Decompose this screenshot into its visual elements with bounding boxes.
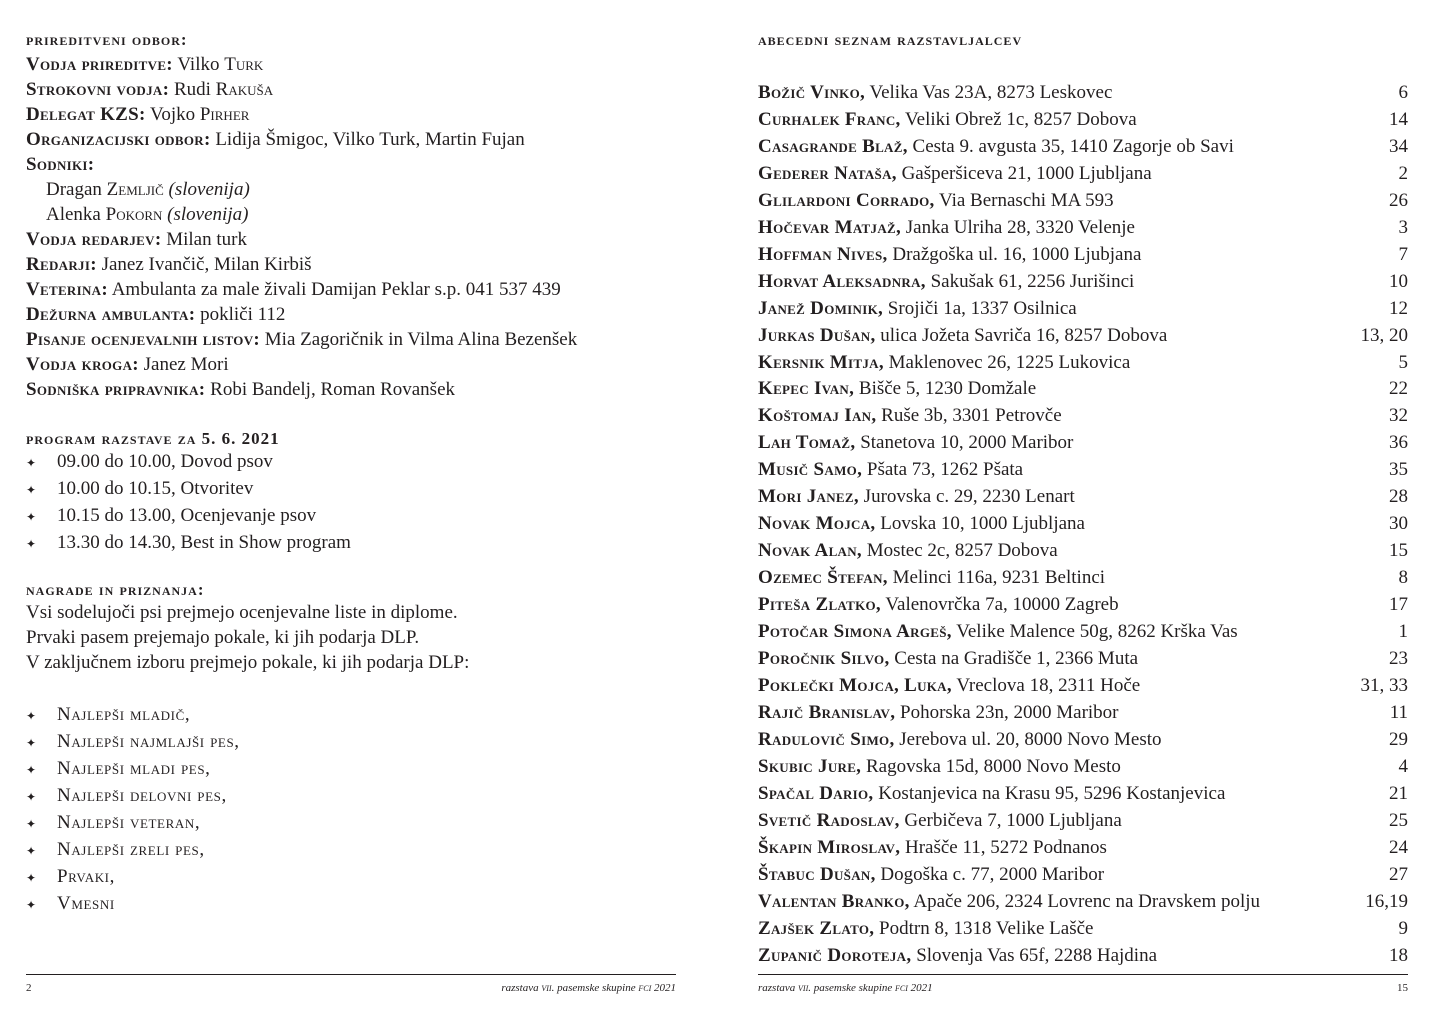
running-title-part: fci — [895, 982, 908, 994]
exhibitor-entry — [758, 215, 1135, 242]
exhibitor-name: Ozemec Štefan, — [758, 567, 888, 589]
exhibitor-entry — [758, 943, 1157, 970]
exhibitor-name: Radulovič Simo, — [758, 728, 895, 750]
exhibitor-name: Novak Mojca, — [758, 513, 876, 535]
page-footer — [26, 981, 676, 995]
org-row — [26, 277, 577, 302]
exhibitor-name: Hočevar Matjaž, — [758, 216, 902, 238]
org-value: Janez Ivančič, Milan Kirbiš — [96, 254, 312, 275]
exhibitor-row — [758, 107, 1408, 134]
org-label: Dežurna ambulanta: — [26, 304, 196, 325]
catalog-number: 17 — [1389, 594, 1408, 616]
footer-divider — [758, 974, 1408, 975]
exhibitor-row — [758, 215, 1408, 242]
program-item — [26, 530, 351, 557]
exhibitor-address: Stanetova 10, 2000 Maribor — [855, 432, 1074, 454]
exhibitor-name: Lah Tomaž, — [758, 432, 856, 454]
diamond-bullet-icon: ✦ — [26, 844, 37, 858]
exhibitor-row — [758, 538, 1408, 565]
catalog-number: 30 — [1389, 513, 1408, 535]
exhibitor-row — [758, 403, 1408, 430]
org-label: Strokovni vodja: — [26, 79, 170, 100]
awards-heading: nagrade in priznanja: — [26, 580, 205, 599]
running-title-part: 2021 — [907, 982, 933, 994]
exhibitor-entry — [758, 565, 1105, 592]
program-item — [26, 503, 351, 530]
org-row — [26, 377, 577, 402]
exhibitor-name: Poročnik Silvo, — [758, 648, 890, 670]
awards-section — [26, 580, 469, 675]
catalog-number: 4 — [1398, 755, 1408, 777]
running-title — [758, 981, 933, 995]
exhibitor-row — [758, 727, 1408, 754]
exhibitor-address: Ragovska 15d, 8000 Novo Mesto — [861, 755, 1121, 777]
exhibitor-entry — [758, 134, 1234, 161]
judge-row — [26, 177, 577, 202]
exhibitor-address: Valenovrčka 7a, 10000 Zagreb — [881, 594, 1119, 616]
exhibitor-address: Gerbičeva 7, 1000 Ljubljana — [899, 809, 1122, 831]
org-row — [26, 302, 577, 327]
diamond-bullet-icon: ✦ — [26, 510, 37, 524]
program-item-text: 09.00 do 10.00, Dovod psov — [57, 451, 273, 472]
judge-last-name: Zemljič — [106, 179, 164, 200]
exhibitor-row — [758, 134, 1408, 161]
org-label: Pisanje ocenjevalnih listov: — [26, 329, 261, 350]
show-program — [26, 429, 351, 557]
diamond-bullet-icon: ✦ — [26, 763, 37, 777]
exhibitor-entry — [758, 619, 1238, 646]
exhibitor-address: Mostec 2c, 8257 Dobova — [861, 540, 1058, 562]
catalog-number: 32 — [1389, 405, 1408, 427]
running-title-part: razstava — [758, 982, 799, 994]
footer-divider — [26, 974, 676, 975]
exhibitor-row — [758, 323, 1408, 350]
org-row — [26, 52, 577, 77]
org-value: Vilko — [172, 54, 225, 75]
diamond-bullet-icon: ✦ — [26, 537, 37, 551]
program-item — [26, 476, 351, 503]
award-item-text: Prvaki, — [57, 866, 115, 887]
catalog-number: 1 — [1398, 621, 1408, 643]
exhibitor-row — [758, 457, 1408, 484]
running-title-part: 2021 — [651, 982, 676, 994]
running-title-part: razstava — [501, 982, 542, 994]
award-item — [26, 783, 240, 810]
exhibitor-address: Lovska 10, 1000 Ljubljana — [875, 513, 1085, 535]
award-item — [26, 864, 240, 891]
exhibitor-name: Piteša Zlatko, — [758, 594, 881, 616]
exhibitor-entry — [758, 430, 1073, 457]
exhibitor-address: Pšata 73, 1262 Pšata — [862, 459, 1024, 481]
right-page — [758, 0, 1408, 1009]
exhibitor-entry — [758, 376, 1036, 403]
exhibitor-address: Slovenja Vas 65f, 2288 Hajdina — [911, 944, 1157, 966]
judge-row — [26, 202, 577, 227]
exhibitor-entry — [758, 80, 1112, 107]
page-number: 15 — [1397, 982, 1408, 994]
exhibitor-address: Melinci 116a, 9231 Beltinci — [887, 567, 1106, 589]
exhibitor-address: Kostanjevica na Krasu 95, 5296 Kostanjevica — [873, 782, 1226, 804]
org-label: Vodja redarjev: — [26, 229, 162, 250]
org-row — [26, 227, 577, 252]
running-title-part: vii. — [541, 982, 555, 994]
exhibitor-name: Spačal Dario, — [758, 782, 874, 804]
org-row — [26, 127, 577, 152]
exhibitor-address: Dogoška c. 77, 2000 Maribor — [875, 863, 1105, 885]
exhibitor-address: Velike Malence 50g, 8262 Krška Vas — [951, 621, 1238, 643]
org-value: Mia Zagoričnik in Vilma Alina Bezenšek — [260, 329, 578, 350]
catalog-number: 22 — [1389, 378, 1408, 400]
exhibitor-name: Curhalek Franc, — [758, 108, 901, 130]
exhibitor-entry — [758, 484, 1075, 511]
exhibitor-row — [758, 700, 1408, 727]
award-item-text: Najlepši najmlajši pes, — [57, 731, 240, 752]
org-label: Vodja prireditve: — [26, 54, 173, 75]
exhibitor-row — [758, 619, 1408, 646]
exhibitor-name: Zupanič Doroteja, — [758, 944, 912, 966]
exhibitor-address: Gašperšiceva 21, 1000 Ljubljana — [896, 162, 1152, 184]
org-row — [26, 327, 577, 352]
catalog-number: 9 — [1398, 917, 1408, 939]
exhibitor-row — [758, 673, 1408, 700]
exhibitor-row — [758, 242, 1408, 269]
exhibitor-entry — [758, 889, 1260, 916]
exhibitor-row — [758, 511, 1408, 538]
catalog-number: 12 — [1389, 297, 1408, 319]
org-label: Sodniška pripravnika: — [26, 379, 206, 400]
award-item — [26, 891, 240, 918]
exhibitor-name: Valentan Branko, — [758, 890, 910, 912]
exhibitor-address: Dražgoška ul. 16, 1000 Ljubjana — [887, 243, 1142, 265]
org-label: Vodja kroga: — [26, 354, 139, 375]
exhibitor-row — [758, 484, 1408, 511]
catalog-number: 36 — [1389, 432, 1408, 454]
program-item-text: 13.30 do 14.30, Best in Show program — [57, 532, 351, 553]
org-row — [26, 102, 577, 127]
org-label: Sodniki: — [26, 154, 95, 175]
exhibitor-name: Poklečki Mojca, Luka, — [758, 674, 952, 696]
exhibitor-name: Štabuc Dušan, — [758, 863, 876, 885]
exhibitor-entry — [758, 350, 1130, 377]
exhibitor-entry — [758, 242, 1141, 269]
diamond-bullet-icon: ✦ — [26, 871, 37, 885]
catalog-number: 3 — [1398, 216, 1408, 238]
org-label: Redarji: — [26, 254, 97, 275]
exhibitor-name: Horvat Aleksadnra, — [758, 270, 926, 292]
catalog-number: 25 — [1389, 809, 1408, 831]
exhibitor-row — [758, 646, 1408, 673]
exhibitor-name: Casagrande Blaž, — [758, 135, 908, 157]
catalog-number: 28 — [1389, 486, 1408, 508]
catalog-number: 34 — [1389, 135, 1408, 157]
org-value: Lidija Šmigoc, Vilko Turk, Martin Fujan — [210, 129, 525, 150]
exhibitor-entry — [758, 269, 1134, 296]
exhibitor-address: Srojiči 1a, 1337 Osilnica — [883, 297, 1077, 319]
exhibitor-name: Zajšek Zlato, — [758, 917, 875, 939]
exhibitor-address: Cesta na Gradišče 1, 2366 Muta — [889, 648, 1139, 670]
page-number: 2 — [26, 982, 32, 994]
exhibitor-row — [758, 350, 1408, 377]
exhibitor-address: Via Bernaschi MA 593 — [934, 189, 1114, 211]
diamond-bullet-icon: ✦ — [26, 736, 37, 750]
exhibitor-name: Potočar Simona Argeš, — [758, 621, 952, 643]
exhibitor-entry — [758, 835, 1107, 862]
award-item-text: Najlepši zreli pes, — [57, 839, 205, 860]
exhibitor-entry — [758, 188, 1114, 215]
running-title-part: pasemske skupine — [554, 982, 639, 994]
catalog-number: 15 — [1389, 540, 1408, 562]
exhibitor-address: Maklenovec 26, 1225 Lukovica — [883, 351, 1131, 373]
exhibitor-address: Sakušak 61, 2256 Jurišinci — [925, 270, 1135, 292]
org-value-surname: Turk — [224, 54, 264, 75]
org-row — [26, 152, 577, 177]
catalog-number: 35 — [1389, 459, 1408, 481]
exhibitor-entry — [758, 538, 1058, 565]
award-item — [26, 702, 240, 729]
award-item-text: Najlepši veteran, — [57, 812, 201, 833]
exhibitor-row — [758, 565, 1408, 592]
program-item-text: 10.15 do 13.00, Ocenjevanje psov — [57, 505, 317, 526]
exhibitor-entry — [758, 862, 1104, 889]
diamond-bullet-icon: ✦ — [26, 790, 37, 804]
diamond-bullet-icon: ✦ — [26, 898, 37, 912]
exhibitor-row — [758, 592, 1408, 619]
left-page — [26, 0, 676, 1009]
catalog-number: 24 — [1389, 836, 1408, 858]
catalog-number: 8 — [1398, 567, 1408, 589]
exhibitor-name: Kepec Ivan, — [758, 378, 855, 400]
catalog-number: 6 — [1398, 82, 1408, 103]
exhibitor-entry — [758, 107, 1137, 134]
org-value: Janez Mori — [138, 354, 229, 375]
award-item — [26, 729, 240, 756]
exhibitor-entry — [758, 161, 1152, 188]
exhibitor-entry — [758, 673, 1140, 700]
exhibitor-entry — [758, 781, 1225, 808]
award-item-text: Vmesni — [57, 893, 115, 914]
award-item-text: Najlepši delovni pes, — [57, 785, 227, 806]
awards-list — [26, 702, 240, 918]
org-row — [26, 252, 577, 277]
catalog-number: 2 — [1398, 162, 1408, 184]
judge-last-name: Pokorn — [105, 204, 163, 225]
exhibitor-entry — [758, 808, 1122, 835]
exhibitor-entry — [758, 916, 1093, 943]
catalog-number: 18 — [1389, 944, 1408, 966]
catalog-number: 11 — [1389, 701, 1408, 723]
org-value: Vojko — [145, 104, 200, 125]
exhibitor-name: Kersnik Mitja, — [758, 351, 884, 373]
exhibitor-name: Božič Vinko, — [758, 82, 866, 103]
org-value: Milan turk — [161, 229, 247, 250]
exhibitor-entry — [758, 700, 1119, 727]
catalog-number: 5 — [1398, 351, 1408, 373]
org-value: Robi Bandelj, Roman Rovanšek — [205, 379, 456, 400]
exhibitor-row — [758, 269, 1408, 296]
program-item — [26, 449, 351, 476]
running-title-part: fci — [638, 982, 652, 994]
exhibitor-name: Mori Janez, — [758, 486, 859, 508]
exhibitor-address: Vreclova 18, 2311 Hoče — [951, 674, 1141, 696]
diamond-bullet-icon: ✦ — [26, 456, 37, 470]
exhibitor-name: Musič Samo, — [758, 459, 863, 481]
catalog-number: 13, 20 — [1360, 324, 1408, 346]
org-value: Ambulanta za male živali Damijan Peklar s.p. 041 537 439 — [108, 279, 561, 300]
catalog-number: 16,19 — [1365, 890, 1408, 912]
exhibitor-name: Glilardoni Corrado, — [758, 189, 935, 211]
exhibitor-address: Velika Vas 23A, 8273 Leskovec — [865, 82, 1113, 103]
exhibitor-row — [758, 781, 1408, 808]
catalog-number: 14 — [1389, 108, 1408, 130]
running-title-part: vii. — [798, 982, 811, 994]
award-item — [26, 810, 240, 837]
exhibitor-entry — [758, 457, 1023, 484]
exhibitor-entry — [758, 727, 1162, 754]
catalog-number: 21 — [1389, 782, 1408, 804]
catalog-number: 10 — [1389, 270, 1408, 292]
exhibitor-name: Škapin Miroslav, — [758, 836, 901, 858]
org-label: Organizacijski odbor: — [26, 129, 211, 150]
exhibitor-address: Apače 206, 2324 Lovrenc na Dravskem polju — [909, 890, 1261, 912]
awards-paragraph: Prvaki pasem prejemajo pokale, ki jih podarja DLP. — [26, 627, 420, 648]
exhibitor-name: Svetič Radoslav, — [758, 809, 900, 831]
exhibitor-name: Jurkas Dušan, — [758, 324, 876, 346]
exhibitor-name: Rajič Branislav, — [758, 701, 896, 723]
diamond-bullet-icon: ✦ — [26, 817, 37, 831]
exhibitor-name: Koštomaj Ian, — [758, 405, 877, 427]
award-item-text: Najlepši mladič, — [57, 704, 191, 725]
awards-paragraph: V zaključnem izboru prejmejo pokale, ki jih podarja DLP: — [26, 652, 470, 673]
award-item — [26, 837, 240, 864]
organizing-committee — [26, 30, 577, 402]
exhibitor-name: Hoffman Nives, — [758, 243, 888, 265]
awards-paragraph: Vsi sodelujoči psi prejmejo ocenjevalne liste in diplome. — [26, 602, 458, 623]
exhibitor-address: Cesta 9. avgusta 35, 1410 Zagorje ob Savi — [907, 135, 1234, 157]
org-value: pokliči 112 — [195, 304, 286, 325]
judge-first-name: Dragan — [46, 179, 107, 200]
exhibitor-row — [758, 889, 1408, 916]
org-value-surname: Rakuša — [215, 79, 274, 100]
org-label: Veterina: — [26, 279, 108, 300]
exhibitor-row — [758, 376, 1408, 403]
judge-country: (slovenija) — [167, 204, 249, 225]
exhibitor-row — [758, 862, 1408, 889]
exhibitor-address: Ruše 3b, 3301 Petrovče — [876, 405, 1062, 427]
org-value: Rudi — [169, 79, 216, 100]
exhibitor-address: Bišče 5, 1230 Domžale — [854, 378, 1037, 400]
exhibitors-list — [758, 80, 1408, 969]
exhibitor-address: ulica Jožeta Savriča 16, 8257 Dobova — [875, 324, 1168, 346]
diamond-bullet-icon: ✦ — [26, 709, 37, 723]
catalog-number: 7 — [1398, 243, 1408, 265]
exhibitor-row — [758, 188, 1408, 215]
org-value-surname: Pirher — [199, 104, 250, 125]
award-item — [26, 756, 240, 783]
exhibitors-heading: abecedni seznam razstavljalcev — [758, 30, 1023, 49]
org-label: Delegat KZS: — [26, 104, 146, 125]
exhibitor-entry — [758, 511, 1085, 538]
program-item-text: 10.00 do 10.15, Otvoritev — [57, 478, 254, 499]
exhibitor-row — [758, 943, 1408, 970]
exhibitor-entry — [758, 296, 1077, 323]
exhibitor-address: Jerebova ul. 20, 8000 Novo Mesto — [894, 728, 1162, 750]
program-heading: program razstave za 5. 6. 2021 — [26, 429, 280, 448]
exhibitor-address: Janka Ulriha 28, 3320 Velenje — [901, 216, 1135, 238]
exhibitor-row — [758, 161, 1408, 188]
exhibitor-row — [758, 808, 1408, 835]
org-row — [26, 352, 577, 377]
exhibitor-address: Podtrn 8, 1318 Velike Lašče — [874, 917, 1094, 939]
catalog-number: 26 — [1389, 189, 1408, 211]
exhibitor-entry — [758, 592, 1119, 619]
exhibitor-address: Veliki Obrež 1c, 8257 Dobova — [900, 108, 1137, 130]
running-title-part: pasemske skupine — [811, 982, 896, 994]
exhibitor-name: Novak Alan, — [758, 540, 862, 562]
exhibitor-name: Gederer Nataša, — [758, 162, 897, 184]
exhibitor-row — [758, 430, 1408, 457]
organizing-heading: prireditveni odbor: — [26, 30, 188, 49]
exhibitor-row — [758, 754, 1408, 781]
exhibitor-address: Jurovska c. 29, 2230 Lenart — [858, 486, 1075, 508]
award-item-text: Najlepši mladi pes, — [57, 758, 211, 779]
exhibitor-row — [758, 296, 1408, 323]
running-title — [501, 981, 676, 995]
catalog-number: 27 — [1389, 863, 1408, 885]
judge-country: (slovenija) — [168, 179, 250, 200]
catalog-number: 23 — [1389, 648, 1408, 670]
exhibitor-entry — [758, 754, 1121, 781]
exhibitor-address: Pohorska 23n, 2000 Maribor — [895, 701, 1119, 723]
catalog-number: 29 — [1389, 728, 1408, 750]
exhibitor-name: Janež Dominik, — [758, 297, 884, 319]
exhibitor-row — [758, 80, 1408, 107]
org-row — [26, 77, 577, 102]
exhibitor-address: Hrašče 11, 5272 Podnanos — [900, 836, 1107, 858]
exhibitor-row — [758, 916, 1408, 943]
exhibitor-entry — [758, 403, 1062, 430]
judge-first-name: Alenka — [46, 204, 106, 225]
catalog-number: 31, 33 — [1360, 674, 1408, 696]
exhibitor-row — [758, 835, 1408, 862]
exhibitor-entry — [758, 646, 1138, 673]
page-footer — [758, 981, 1408, 995]
exhibitor-entry — [758, 323, 1167, 350]
exhibitor-name: Skubic Jure, — [758, 755, 862, 777]
diamond-bullet-icon: ✦ — [26, 483, 37, 497]
